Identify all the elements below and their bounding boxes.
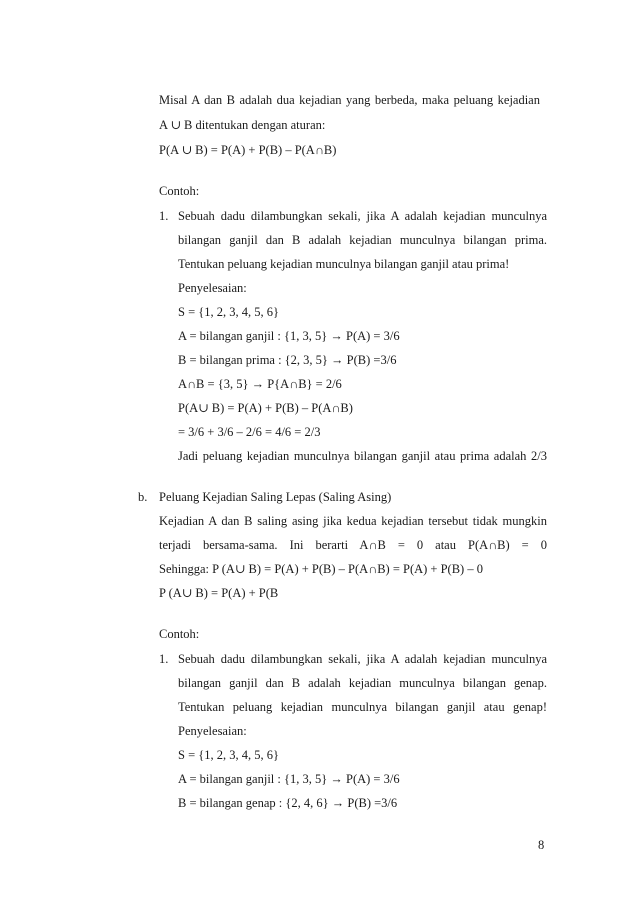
union-formula: P(A ∪ B) = P(A) + P(B) – P(A∩B): [159, 143, 337, 157]
example-2-question-line-3: Tentukan peluang kejadian munculnya bilangan ganjil atau genap!: [178, 700, 547, 714]
example-1-question-line-2: bilangan ganjil dan B adalah kejadian munculnya bilangan prima.: [178, 233, 547, 247]
example-2-step-2: A = bilangan ganjil : {1, 3, 5} → P(A) = 3/6: [178, 772, 400, 786]
example-1-step-2: A = bilangan ganjil : {1, 3, 5} → P(A) = 3/6: [178, 329, 400, 343]
section-b-formula-1: Sehingga: P (A∪ B) = P(A) + P(B) – P(A∩B) = P(A) + P(B) – 0: [159, 562, 483, 576]
section-b-label: b.: [138, 490, 148, 504]
example-2-step-3: B = bilangan genap : {2, 4, 6} → P(B) =3/6: [178, 796, 398, 810]
example-2-number: 1.: [159, 652, 169, 666]
example-1-step-6: = 3/6 + 3/6 – 2/6 = 4/6 = 2/3: [178, 425, 321, 439]
example-1-number: 1.: [159, 209, 169, 223]
intro-line-1: Misal A dan B adalah dua kejadian yang berbeda, maka peluang kejadian: [159, 93, 540, 107]
example-1-solution-label: Penyelesaian:: [178, 281, 247, 295]
example-2-solution-label: Penyelesaian:: [178, 724, 247, 738]
example-1-question-line-3: Tentukan peluang kejadian munculnya bilangan ganjil atau prima!: [178, 257, 510, 271]
example-2-step-1: S = {1, 2, 3, 4, 5, 6}: [178, 748, 280, 762]
example-1-conclusion: Jadi peluang kejadian munculnya bilangan ganjil atau prima adalah 2/3: [178, 449, 547, 463]
example-1-step-4: A∩B = {3, 5} → P{A∩B} = 2/6: [178, 377, 342, 391]
example-1-step-3: B = bilangan prima : {2, 3, 5} → P(B) =3/6: [178, 353, 397, 367]
section-b-definition-line-2: terjadi bersama-sama. Ini berarti A∩B = 0 atau P(A∩B) = 0: [159, 538, 547, 552]
section-b-title: Peluang Kejadian Saling Lepas (Saling Asing): [159, 490, 392, 504]
example-2-heading: Contoh:: [159, 627, 200, 641]
intro-line-2: A ∪ B ditentukan dengan aturan:: [159, 118, 326, 132]
section-b-formula-2: P (A∪ B) = P(A) + P(B: [159, 586, 279, 600]
example-1-heading: Contoh:: [159, 184, 200, 198]
example-1-question-line-1: Sebuah dadu dilambungkan sekali, jika A adalah kejadian munculnya: [178, 209, 547, 223]
example-2-question-line-1: Sebuah dadu dilambungkan sekali, jika A adalah kejadian munculnya: [178, 652, 547, 666]
example-2-question-line-2: bilangan ganjil dan B adalah kejadian munculnya bilangan genap.: [178, 676, 547, 690]
example-1-step-1: S = {1, 2, 3, 4, 5, 6}: [178, 305, 280, 319]
example-1-step-5: P(A∪ B) = P(A) + P(B) – P(A∩B): [178, 401, 353, 415]
page-number: 8: [538, 838, 545, 852]
section-b-definition-line-1: Kejadian A dan B saling asing jika kedua kejadian tersebut tidak mungkin: [159, 514, 547, 528]
